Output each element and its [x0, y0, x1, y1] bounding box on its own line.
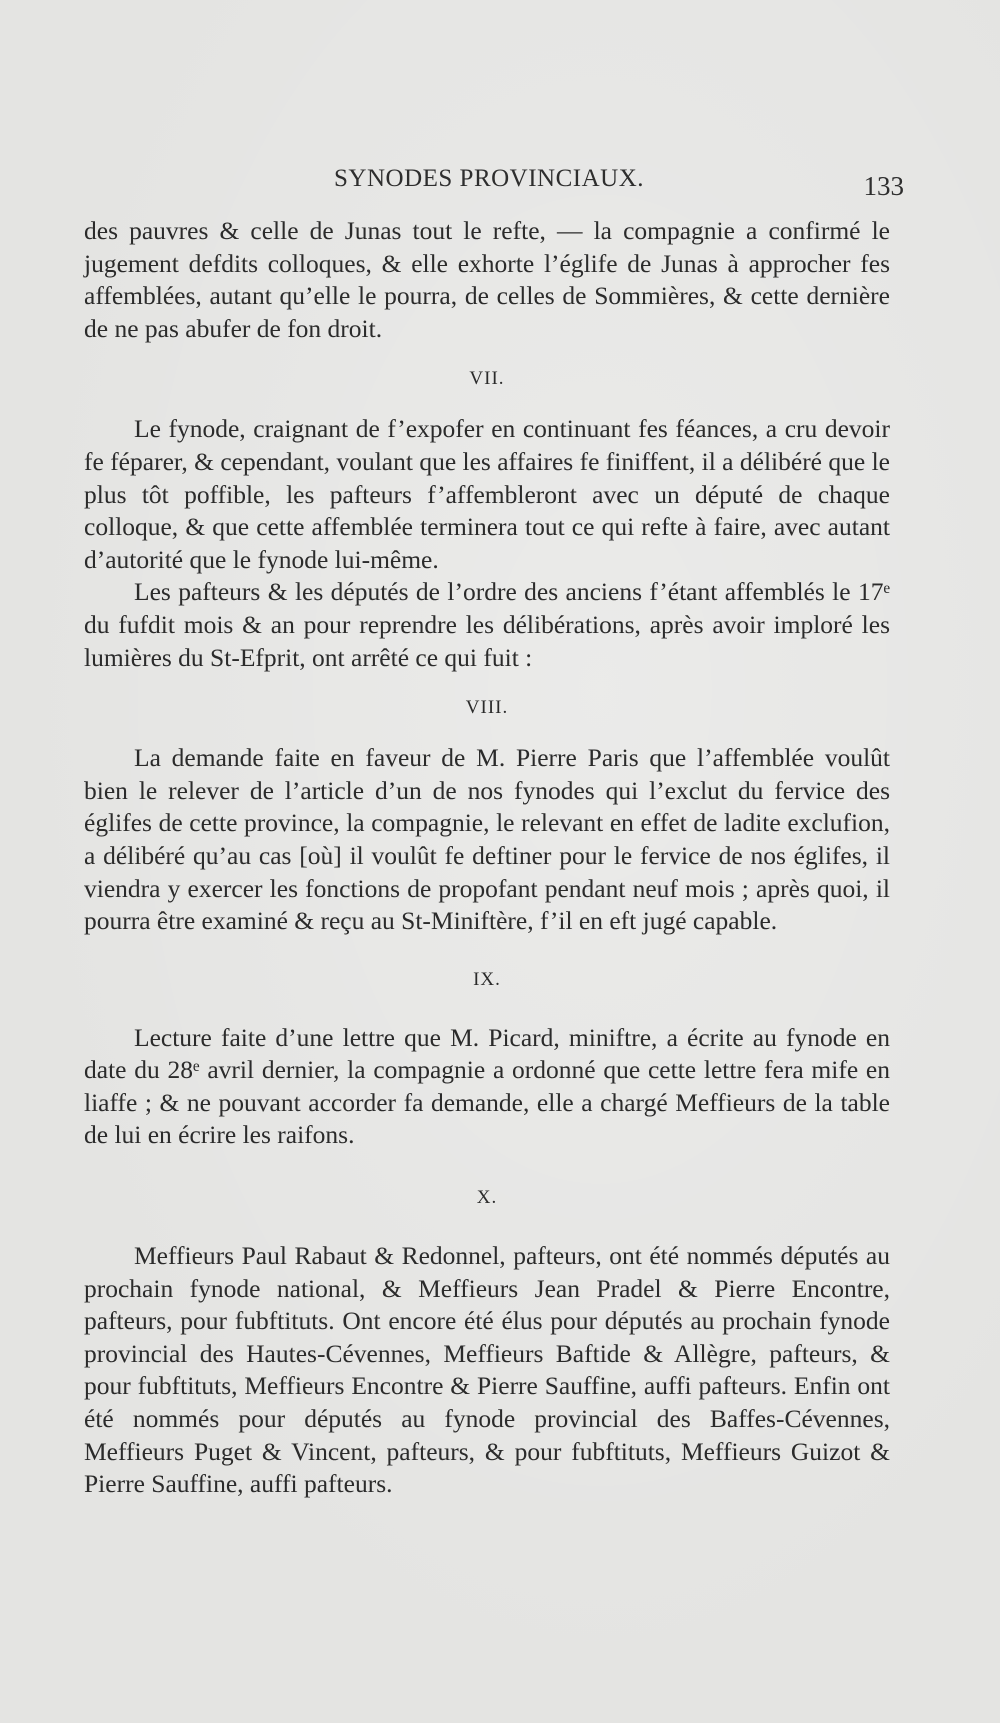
section-number-viii: VIII.	[465, 697, 509, 719]
running-title: SYNODES PROVINCIAUX.	[334, 165, 645, 192]
section-number-ix: IX.	[473, 968, 501, 990]
paragraph-vii: Le fynode, craignant de f’expofer en continuant fes féances, a cru devoir fe féparer, & cependant, voulant que les affaires fe finiffent, il a délibéré que le plus tôt poffible, les pafteurs f’affembleront avec un député de chaque colloque, & que cette affemblée terminera tout ce qui refte à faire, avec autant d’autorité que le fynode lui-même.	[84, 414, 890, 574]
paragraph-ix: Lecture faite d’une lettre que M. Picard, miniftre, a écrite au fynode en date du 28ᵉ avril dernier, la compagnie a ordonné que cette lettre fera mife en liaffe ; & ne pouvant accorder fa demande, elle a chargé Meffieurs de la table de lui en écrire les raifons.	[84, 1022, 890, 1150]
paragraph-vii-assembly: Les pafteurs & les députés de l’ordre des anciens f’étant affemblés le 17ᵉ du fufdit mois & an pour reprendre les délibérations, après avoir imploré les lumières du St-Efprit, ont arrêté ce qui fuit :	[84, 577, 890, 672]
body-text	[84, 215, 890, 1501]
section-number-x: X.	[476, 1187, 498, 1209]
paragraph-continuation: des pauvres & celle de Junas tout le refte, — la compagnie a confirmé le jugement defdits colloques, & elle exhorte l’églife de Junas à approcher fes affemblées, autant qu’elle le pourra, de celles de Sommières, & cette dernière de ne pas abufer de fon droit.	[84, 216, 890, 343]
page-number: 133	[863, 171, 904, 201]
page-header	[84, 165, 904, 205]
paragraph-x: Meffieurs Paul Rabaut & Redonnel, pafteurs, ont été nommés députés au prochain fynode national, & Meffieurs Jean Pradel & Pierre Encontre, pafteurs, pour fubftituts. Ont encore été élus pour députés au prochain fynode provincial des Hautes-Cévennes, Meffieurs Baftide & Allègre, pafteurs, & pour fubftituts, Meffieurs Encontre & Pierre Sauffine, auffi pafteurs. Enfin ont été nommés pour députés au fynode provincial des Baffes-Cévennes, Meffieurs Puget & Vincent, pafteurs, & pour fubftituts, Meffieurs Guizot & Pierre Sauffine, auffi pafteurs.	[84, 1241, 890, 1499]
paragraph-viii: La demande faite en faveur de M. Pierre Paris que l’affemblée voulût bien le relever de l’article d’un de nos fynodes qui l’exclut du fervice des églifes de cette province, la compagnie, le relevant en effet de ladite exclufion, a délibéré qu’au cas [où] il voulût fe deftiner pour le fervice de nos églifes, il viendra y exercer les fonctions de propofant pendant neuf mois ; après quoi, il pourra être examiné & reçu au St-Miniftère, f’il en eft jugé capable.	[84, 743, 890, 936]
section-number-vii: VII.	[469, 368, 505, 390]
